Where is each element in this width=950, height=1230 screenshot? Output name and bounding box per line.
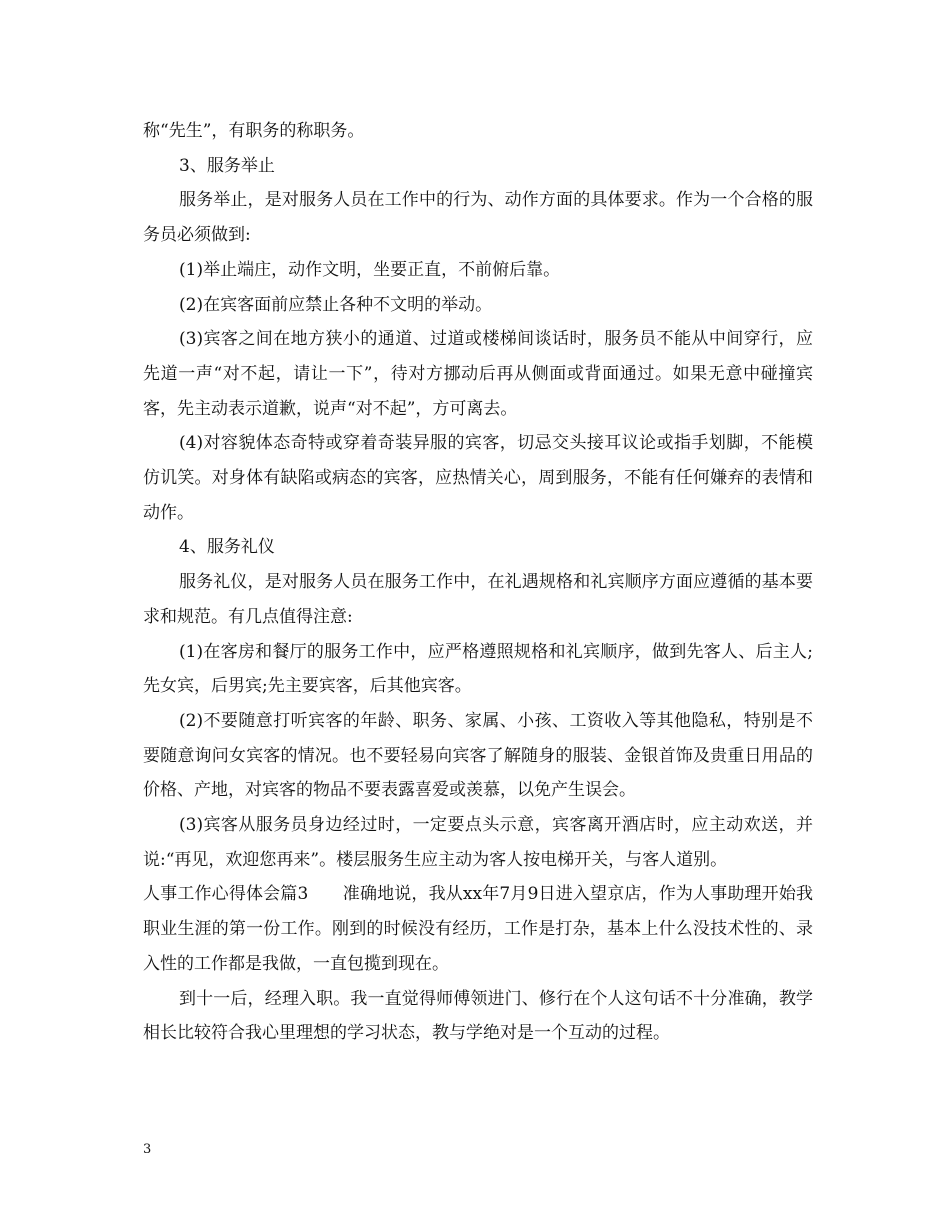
page-number: 3: [143, 1142, 152, 1157]
list-item: (2)在宾客面前应禁止各种不文明的举动。: [179, 294, 493, 315]
list-item: (3)宾客之间在地方狭小的通道、过道或楼梯间谈话时，服务员不能从中间穿行，应先道一声“对不起，请让一下”，待对方挪动后再从侧面或背面通过。如果无意中碰撞宾客，先主动表示道歉，说声“对不起”，方可离去。: [143, 329, 813, 419]
paragraph: 称“先生”，有职务的称职务。: [143, 121, 365, 141]
list-item: (4)对容貌体态奇特或穿着奇装异服的宾客，切忌交头接耳议论或指手划脚，不能模仿讥笑。对身体有缺陷或病态的宾客，应热情关心，周到服务，不能有任何嫌弃的表情和动作。: [143, 433, 813, 523]
section-heading: 4、服务礼仪: [179, 537, 275, 558]
list-item: (1)在客房和餐厅的服务工作中，应严格遵照规格和礼宾顺序，做到先客人、后主人;先女宾，后男宾;先主要宾客，后其他宾客。: [143, 641, 813, 697]
paragraph: 服务举止，是对服务人员在工作中的行为、动作方面的具体要求。作为一个合格的服务员必须做到:: [143, 190, 813, 246]
paragraph: 服务礼仪，是对服务人员在服务工作中，在礼遇规格和礼宾顺序方面应遵循的基本要求和规范。有几点值得注意:: [143, 572, 813, 627]
list-item: (1)举止端庄，动作文明，坐要正直，不前俯后靠。: [179, 259, 561, 280]
section-heading: 3、服务举止: [179, 155, 275, 176]
list-item: (2)不要随意打听宾客的年龄、职务、家属、小孩、工资收入等其他隐私，特别是不要随意询问女宾客的情况。也不要轻易向宾客了解随身的服装、金银首饰及贵重日用品的价格、产地，对宾客的物品不要表露喜爱或羡慕，以免产生误会。: [143, 710, 813, 801]
document-body: [143, 114, 813, 1051]
paragraph: 到十一后，经理入职。我一直觉得师傅领进门、修行在个人这句话不十分准确，教学相长比较符合我心里理想的学习状态，教与学绝对是一个互动的过程。: [143, 988, 813, 1044]
paragraph: 人事工作心得体会篇3 准确地说，我从xx年7月9日进入望京店，作为人事助理开始我职业生涯的第一份工作。刚到的时候没有经历，工作是打杂，基本上什么没技术性的、录入性的工作都是我做，一直包揽到现在。: [143, 884, 813, 974]
list-item: (3)宾客从服务员身边经过时，一定要点头示意，宾客离开酒店时，应主动欢送，并说:“再见，欢迎您再来”。楼层服务生应主动为客人按电梯开关，与客人道别。: [143, 815, 813, 870]
